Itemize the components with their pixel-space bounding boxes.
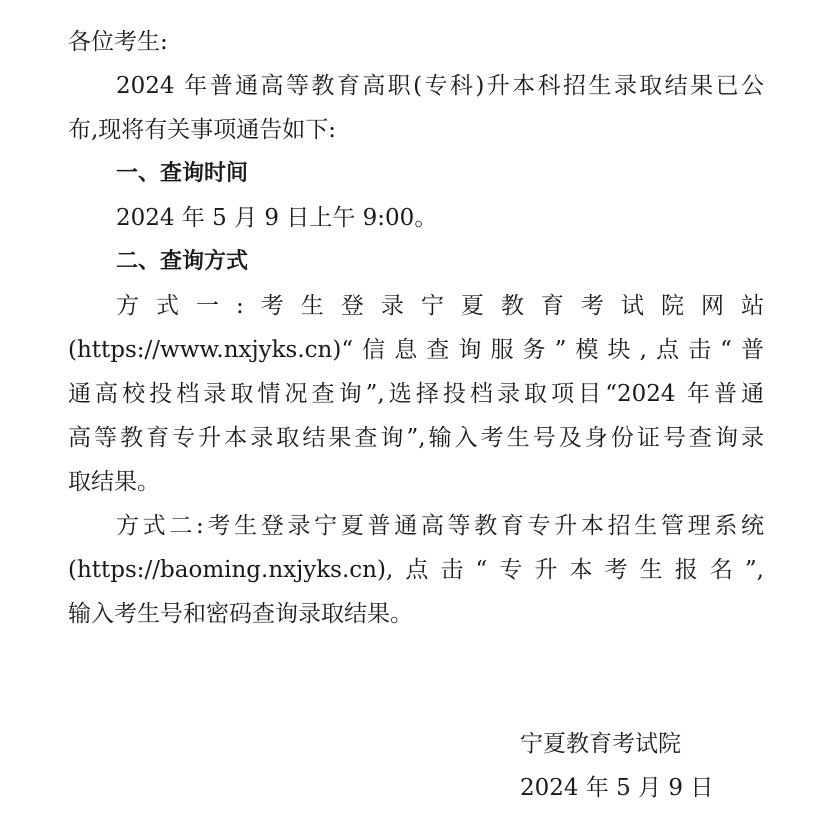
method-2-line-1: 方式二:考生登录宁夏普通高等教育专升本招生管理系统 (116, 513, 764, 539)
method-2-line-3: 输入考生号和密码查询录取结果。 (68, 601, 413, 627)
method-1-line-3: 通高校投档录取情况查询”,选择投档录取项目“2024 年普通 (68, 381, 764, 407)
section-heading-query-method: 二、查询方式 (116, 249, 249, 274)
intro-line-2: 布,现将有关事项通告如下: (68, 117, 337, 143)
notice-document (68, 20, 764, 636)
method-1-line-5: 取结果。 (68, 469, 160, 495)
salutation: 各位考生: (68, 29, 168, 55)
signature-date: 2024 年 5 月 9 日 (520, 775, 714, 801)
method-1-line-2: (https://www.nxjyks.cn)“信息查询服务”模块,点击“普 (68, 337, 764, 363)
signature-organization: 宁夏教育考试院 (520, 731, 681, 757)
method-2-line-2: (https://baoming.nxjyks.cn),点击“专升本考生报名”, (68, 557, 764, 583)
intro-line-1: 2024 年普通高等教育高职(专科)升本科招生录取结果已公 (116, 73, 764, 99)
method-1-line-1: 方式一:考生登录宁夏教育考试院网站 (116, 293, 764, 319)
section-heading-query-time: 一、查询时间 (116, 161, 249, 186)
method-1-line-4: 高等教育专升本录取结果查询”,输入考生号及身份证号查询录 (68, 425, 764, 451)
query-time-text: 2024 年 5 月 9 日上午 9:00。 (116, 205, 438, 231)
